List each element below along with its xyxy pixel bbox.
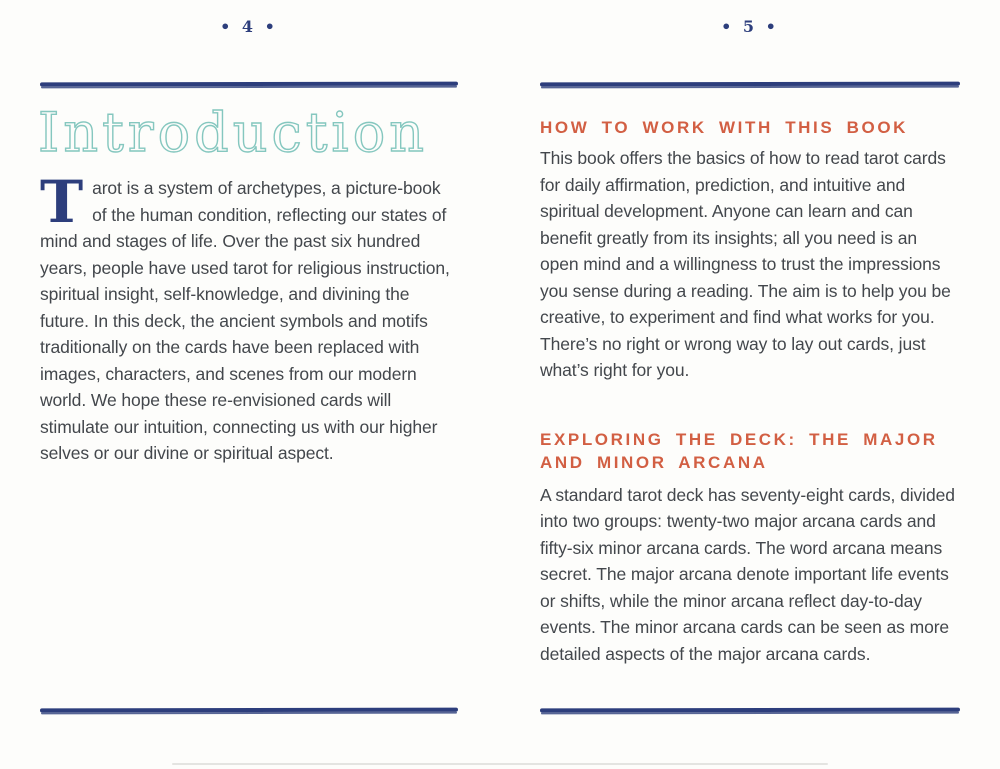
section-body-how-to-work: This book offers the basics of how to read tarot cards for daily affirmation, prediction, and intuitive and spiritual development. Anyone can learn and can benefit greatly from its insights; all you need is an open mind and a willingness to trust the impressions you sense during a reading. The aim is to help you be creative, to experiment and find what works for you. There’s no right or wrong way to lay out cards, just what’s right for you. bbox=[540, 148, 951, 380]
bottom-rule-left bbox=[40, 708, 458, 713]
drop-cap: T bbox=[40, 168, 84, 236]
section-heading-exploring-deck: EXPLORING THE DECK: THE MAJOR AND MINOR ARCANA bbox=[540, 429, 938, 472]
page-number-right: • 5 • bbox=[721, 17, 779, 36]
section-body-exploring-deck: A standard tarot deck has seventy-eight cards, divided into two groups: twenty-two major arcana cards and fifty-six minor arcana cards. The word arcana means secret. The major arcana denote important life events or shifts, while the minor arcana reflect day-to-day events. The minor arcana cards can be seen as more detailed aspects of the major arcana cards. bbox=[540, 484, 955, 664]
page-right bbox=[500, 0, 1000, 769]
top-rule-right bbox=[540, 82, 960, 87]
page-edge-shadow bbox=[172, 763, 828, 765]
top-rule-left bbox=[40, 82, 458, 87]
intro-body-text: arot is a system of archetypes, a picture-book of the human condition, reflecting our states of mind and stages of life. Over the past six hundred years, people have used tarot for religious instruction, spiritual insight, self-knowledge, and divining the future. In this deck, the ancient symbols and motifs traditionally on the cards have been replaced with images, characters, and scenes from our modern world. We hope these re-envisioned cards will stimulate our intuition, connecting us with our higher selves or our divine or spiritual aspect. bbox=[40, 178, 450, 463]
bottom-rule-right bbox=[540, 708, 960, 713]
page-title: Introduction bbox=[38, 101, 428, 164]
page-number-left: • 4 • bbox=[220, 17, 278, 36]
section-heading-how-to-work: HOW TO WORK WITH THIS BOOK bbox=[540, 118, 909, 137]
intro-paragraph bbox=[40, 168, 458, 467]
